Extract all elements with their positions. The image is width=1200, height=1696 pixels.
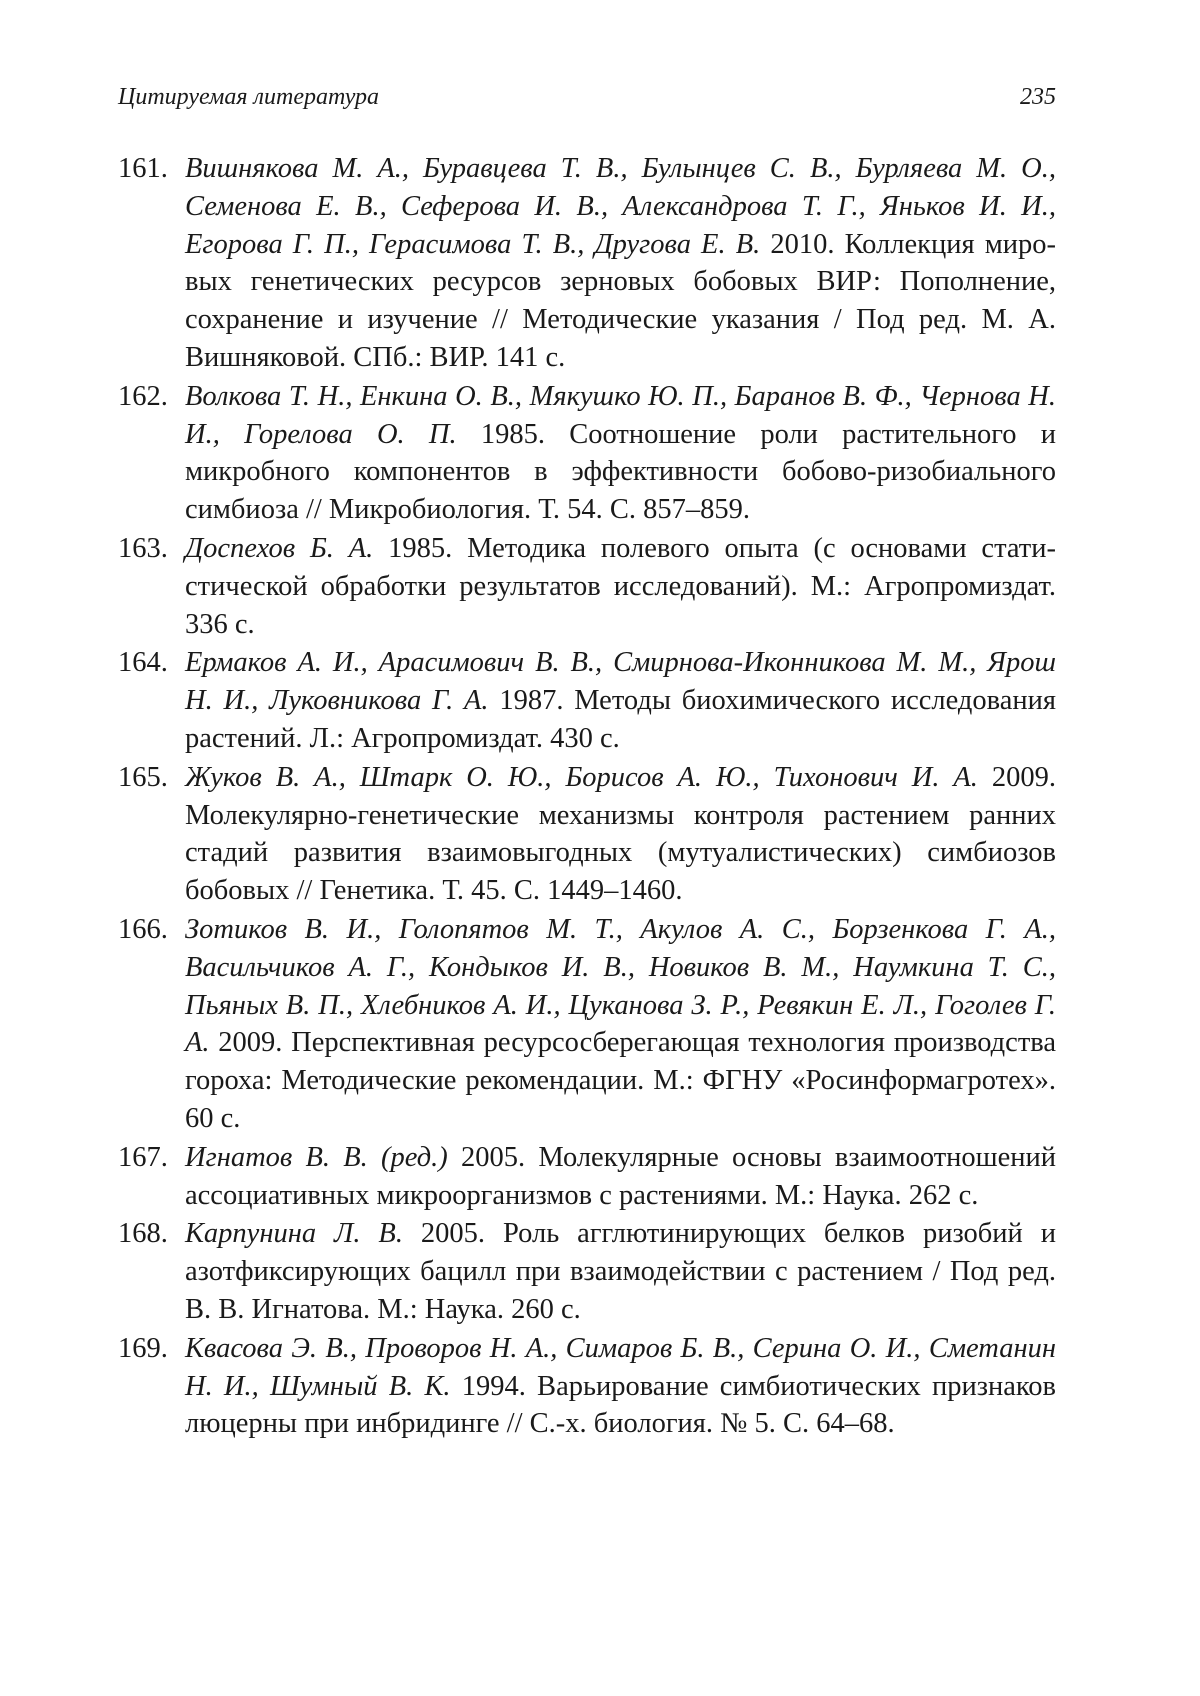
reference-editor-note: (ред.) [368,1142,448,1173]
reference-text: 2009. Перспективная ресурсосберегающая технология производства гороха: Методические рекомендации. М.: ФГНУ «Росинформагротех». 60 с. [185,1027,1056,1134]
running-head [118,82,1056,112]
page [118,82,1056,1444]
reference-body [185,759,1056,910]
reference-authors: Жуков В. А., Штарк О. Ю., Борисов А. Ю., Тихонович И. А. [185,762,978,793]
reference-number: 166. [118,911,185,1138]
reference-authors: Зотиков В. И., Голопятов М. Т., Акулов А. С., Борзенкова Г. А., Васильчиков А. Г., Кондыков И. В., Новиков В. М., Наумкина Т. С., Пьяных В. П., Хлебников А. И., Цуканова З. Р., Ревякин Е. Л., Гоголев Г. А. [185,914,1056,1058]
reference-text: 2005. Молекулярные основы взаимоотноше­ний ассоциативных микроорганизмов с растениями. М.: Наука. 262 с. [185,1142,1056,1211]
reference-number: 163. [118,530,185,643]
reference-item [118,150,1056,377]
reference-body [185,150,1056,377]
page-number: 235 [1020,82,1056,112]
reference-text: 1985. Методика полевого опыта (с основами стати­стической обработки результатов исследований). М.: Агропром­издат. 336 с. [185,533,1056,640]
reference-authors: Волкова Т. Н., Енкина О. В., Мякушко Ю. П., Баранов В. Ф., Чернова Н. И., Горелова О. П. [185,381,1056,450]
reference-authors: Квасова Э. В., Проворов Н. А., Симаров Б. В., Серина О. И., Сметанин Н. И., Шумный В. К. [185,1333,1056,1402]
reference-item [118,530,1056,643]
reference-item [118,644,1056,757]
reference-text: 2010. Коллекция миро­вых генетических ресурсов зерновых бобовых ВИР: Пополнение, сохранение и изучение // Методические указания / Под ред. М. А. Вишняковой. СПб.: ВИР. 141 с. [185,229,1056,373]
reference-number: 168. [118,1215,185,1328]
reference-list [118,150,1056,1443]
reference-authors: Вишнякова М. А., Буравцева Т. В., Булынцев С. В., Бурляева М. О., Семенова Е. В., Сеферова И. В., Александрова Т. Г., Яньков И. И., Егорова Г. П., Герасимова Т. В., Другова Е. В. [185,153,1056,260]
reference-body [185,378,1056,529]
reference-text: 1987. Методы биохимического иссле­дования растений. Л.: Агропромиздат. 430 с. [185,685,1056,754]
reference-text: 1985. Соотношение роли раститель­ного и микробного компонентов в эффективности бобово-ризо­биального симбиоза // Микробиология. Т. 54. С. 857–859. [185,419,1056,526]
reference-authors: Карпунина Л. В. [185,1218,403,1249]
section-title: Цитируемая литература [118,82,379,112]
reference-body [185,644,1056,757]
reference-body [185,1215,1056,1328]
reference-text: 1994. Варьирование симбиотиче­ских признаков люцерны при инбридинге // С.-х. биология. № 5. С. 64–68. [185,1371,1056,1440]
reference-authors: Игнатов В. В. [185,1142,368,1173]
reference-number: 162. [118,378,185,529]
reference-number: 164. [118,644,185,757]
reference-item [118,378,1056,529]
reference-item [118,1330,1056,1443]
reference-number: 167. [118,1139,185,1215]
reference-authors: Доспехов Б. А. [185,533,373,564]
reference-body [185,530,1056,643]
reference-text: 2009. Молекулярно-генетические механизмы контроля растением ран­них стадий развития взаимовыгодных (мутуалистических) симби­озов бобовых // Генетика. Т. 45. С. 1449–1460. [185,762,1056,906]
reference-item [118,1215,1056,1328]
reference-item [118,1139,1056,1215]
reference-item [118,911,1056,1138]
reference-body [185,911,1056,1138]
reference-item [118,759,1056,910]
reference-number: 169. [118,1330,185,1443]
reference-text: 2005. Роль агглютинирующих белков ризобий и азотфиксирующих бацилл при взаимодействии с растением / Под ред. В. В. Игнатова. М.: Наука. 260 с. [185,1218,1056,1325]
reference-body [185,1139,1056,1215]
reference-number: 161. [118,150,185,377]
reference-number: 165. [118,759,185,910]
reference-authors: Ермаков А. И., Арасимович В. В., Смирнова-Иконникова М. М., Ярош Н. И., Луковникова Г. А. [185,647,1056,716]
reference-body [185,1330,1056,1443]
